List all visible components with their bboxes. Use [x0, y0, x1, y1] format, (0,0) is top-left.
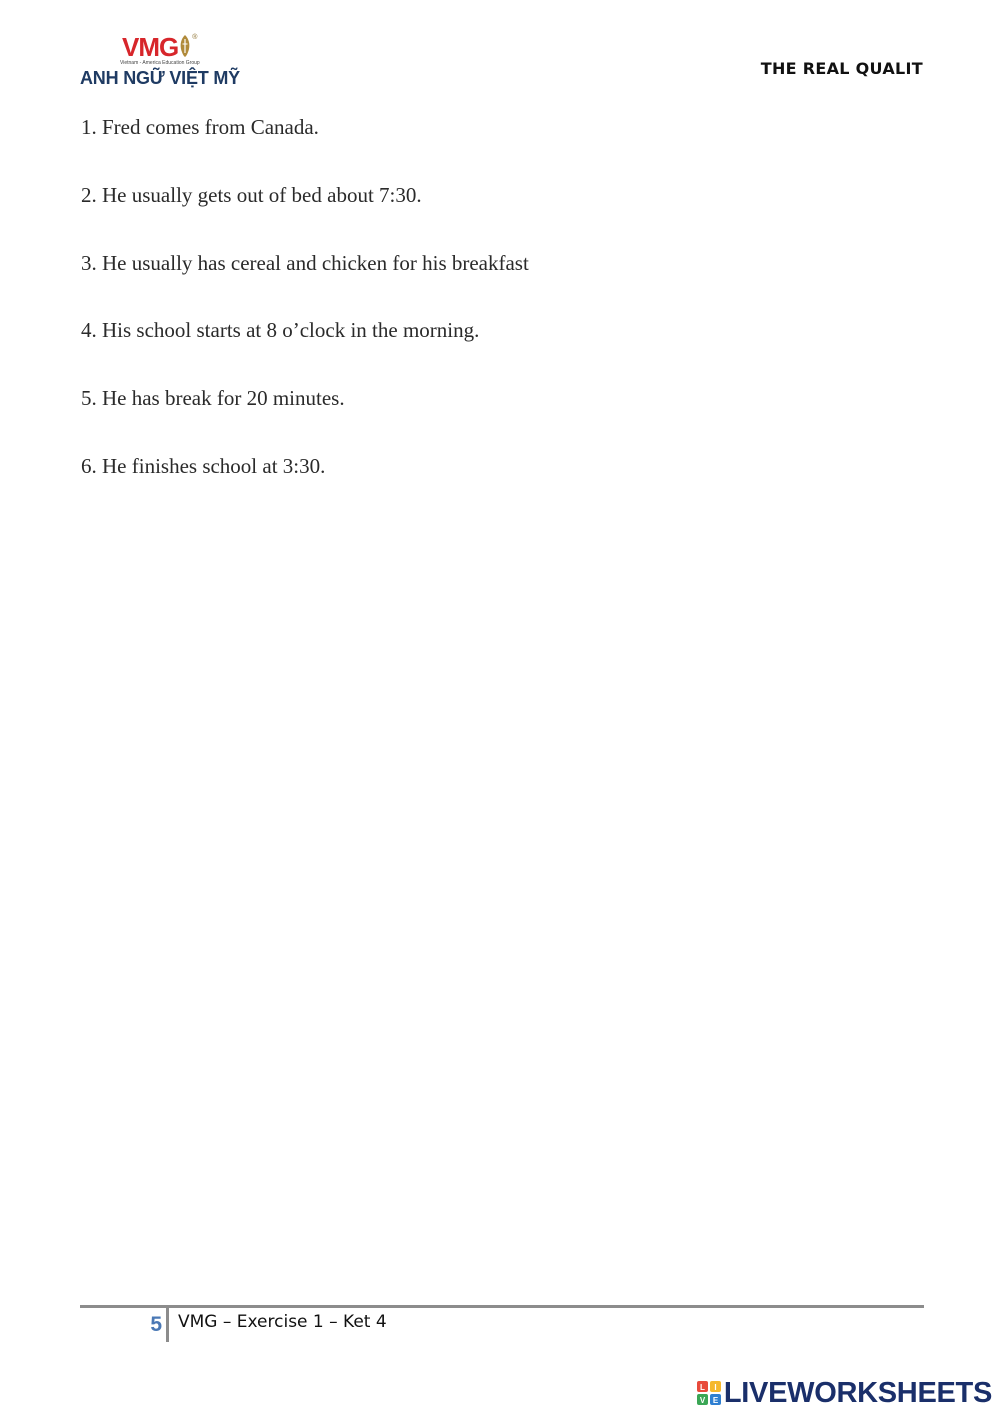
vmg-logo	[80, 30, 260, 92]
statement-item: 6. He finishes school at 3:30.	[81, 453, 326, 478]
header-slogan: THE REAL QUALIT	[760, 59, 923, 78]
footer-divider	[166, 1308, 169, 1342]
statement-list	[81, 114, 529, 521]
svg-text:L: L	[699, 1383, 705, 1392]
svg-text:V: V	[699, 1396, 706, 1405]
statement-item: 2. He usually gets out of bed about 7:30.	[81, 182, 422, 207]
svg-text:E: E	[712, 1396, 719, 1405]
gold-crest-icon	[179, 34, 191, 58]
logo-brand: VMG	[122, 32, 179, 62]
liveworksheets-watermark[interactable]	[696, 1376, 992, 1410]
footer-label: VMG – Exercise 1 – Ket 4	[178, 1312, 387, 1332]
page-number: 5	[150, 1313, 162, 1336]
watermark-text: LIVEWORKSHEETS	[723, 1376, 992, 1409]
svg-text:I: I	[714, 1383, 717, 1392]
statement-item: 5. He has break for 20 minutes.	[81, 386, 345, 411]
registered-mark: ®	[192, 34, 198, 41]
footer-rule	[80, 1305, 924, 1308]
statement-item: 1. Fred comes from Canada.	[81, 115, 319, 139]
statement-item: 3. He usually has cereal and chicken for his breakfast	[81, 250, 529, 275]
liveworksheets-grid-icon	[696, 1380, 722, 1406]
logo-tagline: Vietnam - America Education Group	[120, 60, 200, 66]
logo-mark	[122, 34, 197, 60]
statement-item: 4. His school starts at 8 o’clock in the morning.	[81, 318, 480, 343]
logo-name: ANH NGỮ VIỆT MỸ	[80, 68, 240, 88]
